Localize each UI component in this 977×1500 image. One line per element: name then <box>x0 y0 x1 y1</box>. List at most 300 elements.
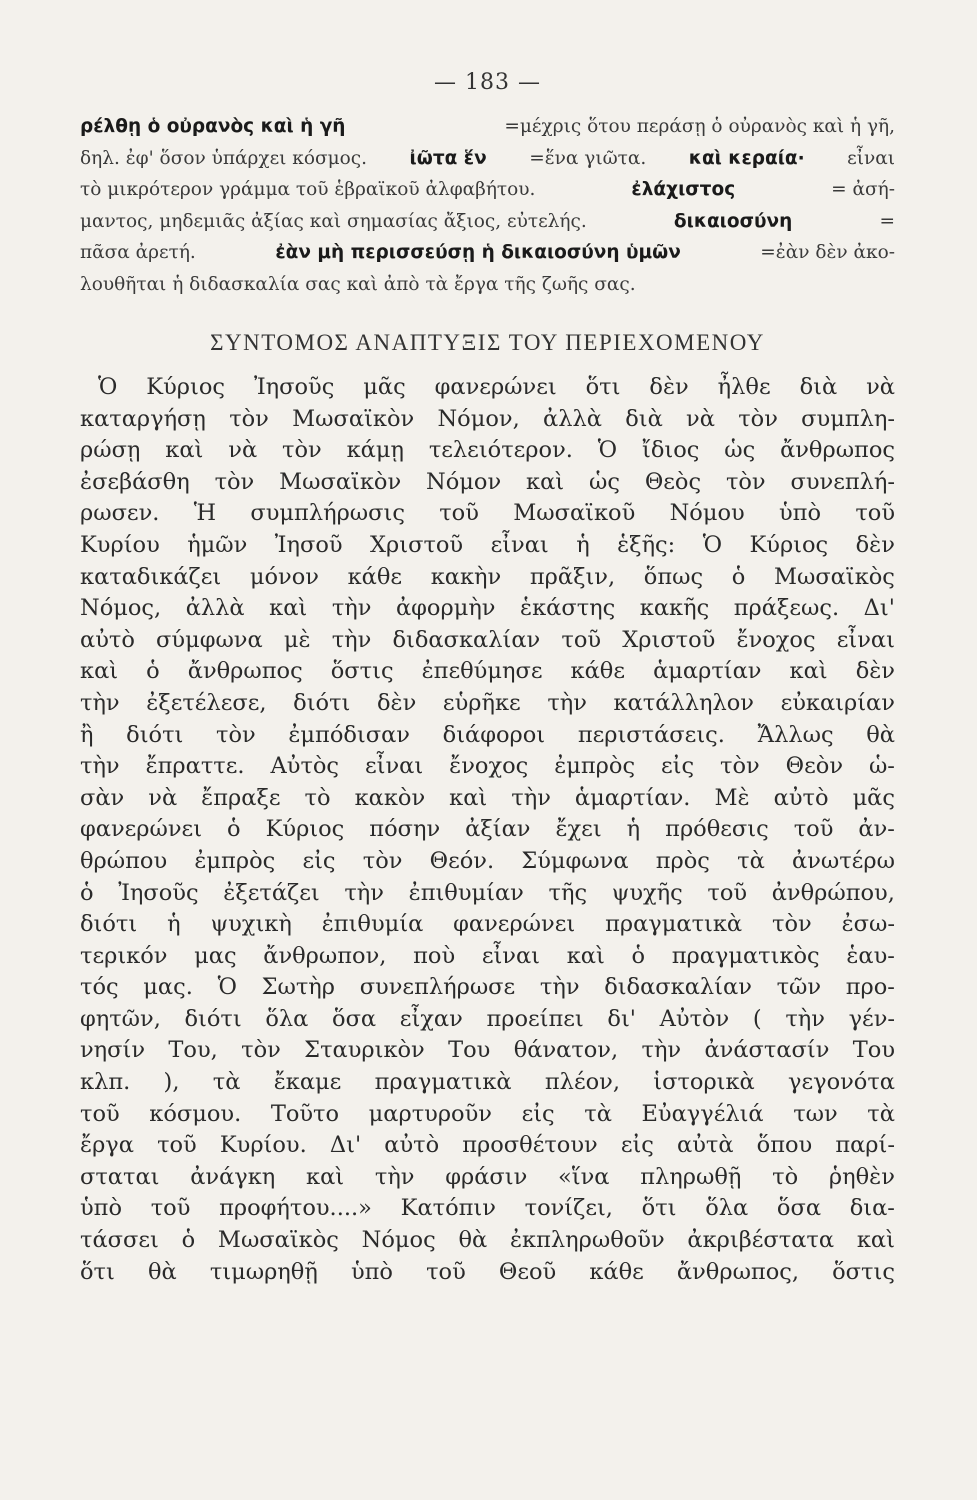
word: Ὁ <box>597 437 618 464</box>
word: Ἰησοῦς <box>253 374 335 400</box>
word: τῆς <box>548 879 588 906</box>
word: εἰς <box>661 753 695 780</box>
word: ῥηθὲν <box>828 1163 895 1190</box>
word: κακῆς <box>639 595 710 622</box>
word: ἔχει <box>555 816 602 843</box>
word: εἰς <box>620 1132 654 1159</box>
word: φράσιν <box>445 1163 528 1190</box>
word: τοῦ <box>561 626 602 653</box>
word: κακὸν <box>354 784 426 811</box>
word: κακὴν <box>430 563 502 590</box>
word: τοῦ <box>439 500 479 527</box>
word: τὰ <box>584 1100 612 1127</box>
word: πραγματικὰ <box>605 911 743 938</box>
word: ρωσεν. <box>80 500 160 527</box>
word: εἶναι <box>365 753 424 780</box>
body-line <box>80 1004 895 1036</box>
note-line <box>80 143 895 175</box>
word: Του <box>852 1037 895 1064</box>
word: Εὐαγγέλιά <box>641 1100 764 1127</box>
word: Μωσαϊκοῦ <box>513 500 636 527</box>
word: ψυχικὴ <box>210 911 292 938</box>
word: τοῦ <box>855 500 895 527</box>
word: συμπλη- <box>801 405 895 432</box>
body-line <box>80 1193 895 1225</box>
word: τὴν <box>331 595 372 622</box>
word: Ἡ <box>193 500 217 527</box>
word: εἰς <box>521 1100 555 1127</box>
word: τὰ <box>212 1069 241 1096</box>
word: ἐμπόδισαν <box>288 721 410 748</box>
word: Θεοῦ <box>498 1258 557 1285</box>
word: Κύριος <box>265 816 345 843</box>
word: Κύριος <box>146 374 225 400</box>
word: προσθέτουν <box>462 1132 598 1159</box>
word: τὴν <box>80 753 120 780</box>
word: ὅσα <box>332 1005 377 1032</box>
word: ἐμπρὸς <box>194 847 276 874</box>
word: ἀξίαν <box>465 816 531 843</box>
word: τελειότερον. <box>428 437 573 464</box>
word: ὁ <box>731 563 746 590</box>
word: Μωσαϊκὸν <box>279 468 402 495</box>
word: ( <box>752 1005 762 1032</box>
glossary-text: δηλ. ἐφ' ὅσον ὑπάρχει κόσμος. <box>80 147 368 169</box>
word: τὸν <box>214 468 255 495</box>
word: ἄνθρωπον, <box>263 942 387 969</box>
word: νὰ <box>866 374 895 400</box>
word: ὡ- <box>868 753 895 780</box>
word: Μωσαϊκὸς <box>773 563 895 590</box>
word: καὶ <box>856 1227 895 1254</box>
word: καὶ <box>306 1163 345 1190</box>
word: δὲν <box>855 658 895 685</box>
word: καὶ <box>269 595 308 622</box>
word: ρώσῃ <box>80 437 141 464</box>
word: αὐτὸ <box>80 626 135 653</box>
word: τὸ <box>772 1163 799 1190</box>
word: Κατόπιν <box>400 1195 496 1222</box>
word: Ὁ <box>702 531 723 558</box>
word: εἶναι <box>481 942 540 969</box>
section-title: ΣΥΝΤΟΜΟΣ ΑΝΑΠΤΥΞΙΣ ΤΟΥ ΠΕΡΙΕΧΟΜΕΝΟΥ <box>210 330 765 355</box>
word: τὴν <box>547 689 587 716</box>
word: ἐμπρὸς <box>554 753 636 780</box>
word: ὁ <box>631 942 646 969</box>
word: νὰ <box>148 784 178 811</box>
glossary-text: =μέχρις ὅτου περάσῃ ὁ οὐρανὸς καὶ ἡ γῆ, <box>504 116 895 137</box>
word: εἶναι <box>836 626 895 653</box>
glossary-text: τὸ μικρότερον γράμμα τοῦ ἑβραϊκοῦ ἀλφαβήτου. <box>80 179 536 200</box>
word: δὲν <box>855 531 895 558</box>
word: πρόθεσις <box>665 816 769 843</box>
word: προφήτου....» <box>219 1195 372 1222</box>
word: τὴν <box>539 974 580 1001</box>
word: τῶν <box>776 974 822 1001</box>
word: συνεπλή- <box>790 468 895 495</box>
body-line <box>80 562 895 594</box>
word: τιμωρηθῇ <box>209 1258 318 1285</box>
word: ἔπραξε <box>201 784 281 811</box>
word: ἄνθρωπος <box>187 658 303 685</box>
word: ἀλλὰ <box>185 595 245 622</box>
word: Ἰησοῦ <box>274 531 343 558</box>
note-line <box>80 111 895 143</box>
word: ὅστις <box>832 1258 895 1285</box>
glossary-term: ἐλάχιστος <box>631 179 736 200</box>
word: τὴν <box>641 1037 682 1064</box>
word: φανερώνει <box>453 911 576 938</box>
word: διότι <box>293 689 351 716</box>
word: ὅτι <box>585 374 621 400</box>
word: δὲν <box>649 374 689 400</box>
word: ἴδιος <box>642 437 700 464</box>
word: ἔργα <box>80 1132 134 1159</box>
body-line <box>80 372 895 404</box>
word: κάθε <box>570 658 626 685</box>
word: ἐπεθύμησε <box>421 658 543 685</box>
word: ἄνθρωπος, <box>676 1258 800 1285</box>
word: ὑπὸ <box>80 1195 123 1222</box>
body-text <box>80 372 895 1288</box>
word: ἡ <box>167 911 181 938</box>
word: ὅπως <box>643 563 704 590</box>
word: εἰς <box>302 847 336 874</box>
word: τοῦ <box>150 1195 191 1222</box>
body-line <box>80 593 895 625</box>
body-line <box>80 656 895 688</box>
word: ὅλα <box>265 1005 309 1032</box>
word: ἀνάγκη <box>190 1163 276 1190</box>
body-line <box>80 1099 895 1131</box>
word: ἑκάστης <box>520 595 616 622</box>
body-line <box>80 720 895 752</box>
word: μας <box>194 942 237 969</box>
word: θὰ <box>458 1227 488 1254</box>
word: διότι <box>80 911 138 938</box>
glossary-text: =ἐὰν δὲν ἀκο- <box>760 242 895 263</box>
word: σὰν <box>80 784 125 811</box>
body-line <box>80 751 895 783</box>
body-line <box>80 941 895 973</box>
word: τὰ <box>867 1100 895 1127</box>
word: διότι <box>184 1005 242 1032</box>
body-line <box>80 1257 895 1289</box>
word: ἔνοχος <box>736 626 816 653</box>
word: συνεπλήρωσε <box>359 974 516 1001</box>
body-line <box>80 909 895 941</box>
word: ἐπιθυμία <box>321 911 424 938</box>
word: Του <box>448 1037 491 1064</box>
word: Νόμος <box>361 1227 436 1254</box>
word: ὅσα <box>776 1195 822 1222</box>
word: ὁ <box>227 816 241 843</box>
word: τός <box>80 974 119 1001</box>
word: Θεὸς <box>644 468 702 495</box>
word: ἀν- <box>858 816 895 843</box>
word: τὸν <box>725 468 766 495</box>
word: Δι' <box>863 595 895 622</box>
word: σταται <box>80 1163 160 1190</box>
word: σύμφωνα <box>156 626 263 653</box>
word: πρὸς <box>655 847 710 874</box>
word: μόνον <box>249 563 319 590</box>
word: ἑαυ- <box>846 942 895 969</box>
word: μαρτυροῦν <box>368 1100 492 1127</box>
glossary-notes <box>80 111 895 300</box>
word: πραγματικὰ <box>374 1069 512 1096</box>
word: τὸν <box>241 1037 281 1064</box>
body-line <box>80 1162 895 1194</box>
word: ἑξῆς: <box>617 531 676 558</box>
word: θάνατον, <box>513 1037 619 1064</box>
glossary-term: ἐὰν μὴ περισσεύσῃ ἡ δικαιοσύνη ὑμῶν <box>275 242 681 263</box>
word: Θεόν. <box>429 847 495 874</box>
word: αὐτὸ <box>384 1132 440 1159</box>
word: Θεὸν <box>785 753 843 780</box>
word: νησίν <box>80 1037 146 1064</box>
word: Τοῦτο <box>270 1100 340 1127</box>
glossary-text: = <box>879 210 895 232</box>
word: πρᾶξιν, <box>529 563 616 590</box>
word: Νόμος, <box>80 595 162 622</box>
book-page <box>80 70 895 1450</box>
glossary-term: ἰῶτα ἕν <box>409 147 487 169</box>
word: ἀφορμὴν <box>395 595 496 622</box>
word: προ- <box>845 974 895 1001</box>
word: Κυρίου <box>80 531 160 558</box>
word: ἁμαρτίαν <box>653 658 762 685</box>
word: Μωσαϊκὸν <box>292 405 415 432</box>
word: ἐσεβάσθη <box>80 468 190 495</box>
word: τοῦ <box>157 1132 197 1159</box>
word: ὁ <box>181 1227 196 1254</box>
word: τοῦ <box>707 879 748 906</box>
word: ἁμαρτίαν. <box>574 784 691 811</box>
word: φητῶν, <box>80 1005 161 1032</box>
word: καὶ <box>80 658 119 685</box>
word: πράξεως. <box>733 595 840 622</box>
word: ἀλλὰ <box>543 405 602 432</box>
word: νὰ <box>686 405 715 432</box>
word: ψυχῆς <box>611 879 683 906</box>
word: τάσσει <box>80 1227 159 1254</box>
body-line <box>80 435 895 467</box>
word: ἱστορικὰ <box>653 1069 755 1096</box>
word: καταδικάζει <box>80 563 222 590</box>
word: μᾶς <box>852 784 895 811</box>
word: Δι' <box>329 1132 362 1159</box>
word: ἀνωτέρω <box>792 847 895 874</box>
word: Σύμφωνα <box>521 847 629 874</box>
word: ἀνάστασίν <box>704 1037 830 1064</box>
word: ἐπιθυμίαν <box>408 879 524 906</box>
word: ὅτι <box>80 1258 115 1285</box>
word: Νόμον <box>426 468 502 495</box>
body-line <box>80 846 895 878</box>
word: Του, <box>168 1037 218 1064</box>
word: Κυρίου. <box>219 1132 307 1159</box>
word: τὴν <box>331 626 372 653</box>
glossary-text: πᾶσα ἀρετή. <box>80 242 196 263</box>
word: Αὐτὸν <box>659 1005 730 1032</box>
word: Νόμου <box>669 500 745 527</box>
word: προείπει <box>486 1005 584 1032</box>
word: Ὁ <box>217 974 237 1001</box>
word: Μωσαϊκὸς <box>217 1227 339 1254</box>
word: καὶ <box>526 468 565 495</box>
word: αὐτὸ <box>773 784 829 811</box>
word: ἔνοχος <box>449 753 529 780</box>
body-line <box>80 688 895 720</box>
word: τοῦ <box>426 1258 466 1285</box>
word: δὲν <box>376 689 417 716</box>
word: τὴν <box>80 689 120 716</box>
word: περιστάσεις. <box>577 721 725 748</box>
word: τὸν <box>720 753 760 780</box>
word: ὅτι <box>641 1195 677 1222</box>
word: καὶ <box>165 437 204 464</box>
word: τονίζει, <box>524 1195 613 1222</box>
word: Χριστοῦ <box>622 626 716 653</box>
word: ), <box>163 1069 180 1096</box>
word: τὸ <box>304 784 331 811</box>
word: των <box>793 1100 838 1127</box>
word: τὸν <box>772 911 812 938</box>
note-line <box>80 206 895 238</box>
word: ὑπὸ <box>350 1258 393 1285</box>
body-line <box>80 625 895 657</box>
word: τοῦ <box>793 816 834 843</box>
glossary-text: εἶναι <box>847 147 895 169</box>
word: αὐτὰ <box>677 1132 734 1159</box>
word: Κύριος <box>749 531 829 558</box>
word: ἡ <box>576 531 590 558</box>
body-line <box>80 1067 895 1099</box>
page-number: — 183 — <box>434 70 541 95</box>
word: ὡς <box>724 437 756 464</box>
word: διάφοροι <box>442 721 546 748</box>
word: πραγματικὸς <box>671 942 820 969</box>
glossary-term: δικαιοσύνη <box>673 210 793 232</box>
word: κάθε <box>347 563 403 590</box>
word: Ἄλλως <box>757 721 834 748</box>
word: τὴν <box>511 784 551 811</box>
word: Ἰησοῦς <box>118 879 199 906</box>
word: ἢ <box>80 721 94 748</box>
body-line <box>80 530 895 562</box>
word: ὡς <box>588 468 620 495</box>
word: γεγονότα <box>788 1069 895 1096</box>
word: ἀνθρώπου, <box>771 879 895 906</box>
word: κόσμου. <box>149 1100 242 1127</box>
word: διότι <box>126 721 184 748</box>
word: εὐκαιρίαν <box>780 689 895 716</box>
word: ἐξετέλεσε, <box>146 689 267 716</box>
body-line <box>80 972 895 1004</box>
word: Νόμον, <box>437 405 520 432</box>
body-line <box>80 1130 895 1162</box>
word: τὴν <box>344 879 384 906</box>
body-line <box>80 1035 895 1067</box>
word: φανερώνει <box>80 816 203 843</box>
word: καὶ <box>789 658 828 685</box>
word: ἄνθρωπος <box>780 437 895 464</box>
word: θρώπου <box>80 847 168 874</box>
word: κάθε <box>589 1258 644 1285</box>
word: κλπ. <box>80 1069 131 1096</box>
word: ἐξετάζει <box>223 879 320 906</box>
glossary-text: = ἀσή- <box>831 179 895 200</box>
word: εἶναι <box>490 531 549 558</box>
note-line <box>80 269 895 301</box>
word: κάμῃ <box>346 437 404 464</box>
word: Σταυρικὸν <box>304 1037 425 1064</box>
word: ὅπου <box>756 1132 813 1159</box>
word: ὁ <box>80 879 94 906</box>
glossary-text: μαντος, μηδεμιᾶς ἀξίας καὶ σημασίας ἄξιος, εὐτελής. <box>80 210 587 232</box>
word: διδασκαλίαν <box>604 974 752 1001</box>
body-line <box>80 498 895 530</box>
word: κατάλληλον <box>613 689 754 716</box>
body-line <box>80 878 895 910</box>
word: Ὁ <box>98 374 118 400</box>
word: συμπλήρωσις <box>250 500 405 527</box>
note-line <box>80 237 895 269</box>
word: ποὺ <box>413 942 456 969</box>
note-line <box>80 174 895 206</box>
word: δια- <box>849 1195 895 1222</box>
word: διὰ <box>799 374 838 400</box>
word: ὅλα <box>705 1195 749 1222</box>
word: ἦλθε <box>717 374 771 400</box>
word: καὶ <box>566 942 605 969</box>
word: μὲ <box>283 626 311 653</box>
word: ἡ <box>626 816 641 843</box>
word: δι' <box>607 1005 636 1032</box>
word: τὴν <box>785 1005 825 1032</box>
word: γέν- <box>848 1005 895 1032</box>
word: ἔπραττε. <box>145 753 245 780</box>
word: ὁ <box>146 658 160 685</box>
word: τερικόν <box>80 942 168 969</box>
body-line <box>80 404 895 436</box>
word: νὰ <box>228 437 258 464</box>
word: εὑρῆκε <box>442 689 521 716</box>
word: ἡμῶν <box>187 531 248 558</box>
word: τὴν <box>374 1163 415 1190</box>
word: ἔκαμε <box>273 1069 342 1096</box>
word: Σωτὴρ <box>261 974 336 1001</box>
glossary-text: λουθῆται ἡ διδασκαλία σας καὶ ἀπὸ τὰ ἔργα τῆς ζωῆς σας. <box>80 273 636 295</box>
word: φανερώνει <box>434 374 557 400</box>
word: Μὲ <box>714 784 750 811</box>
word: εἶχαν <box>399 1005 463 1032</box>
word: Αὐτὸς <box>270 753 340 780</box>
word: ἐσω- <box>841 911 895 938</box>
word: πλέον, <box>544 1069 620 1096</box>
word: πόσην <box>369 816 441 843</box>
word: διὰ <box>625 405 663 432</box>
word: ὑπὸ <box>779 500 822 527</box>
word: μᾶς <box>363 374 406 400</box>
word: καταργήσῃ <box>80 405 206 432</box>
word: θὰ <box>866 721 895 748</box>
word: μας. <box>143 974 193 1001</box>
word: ἐκπληρωθοῦν <box>509 1227 665 1254</box>
word: τὸν <box>216 721 256 748</box>
glossary-term: καὶ κεραία· <box>688 147 805 169</box>
